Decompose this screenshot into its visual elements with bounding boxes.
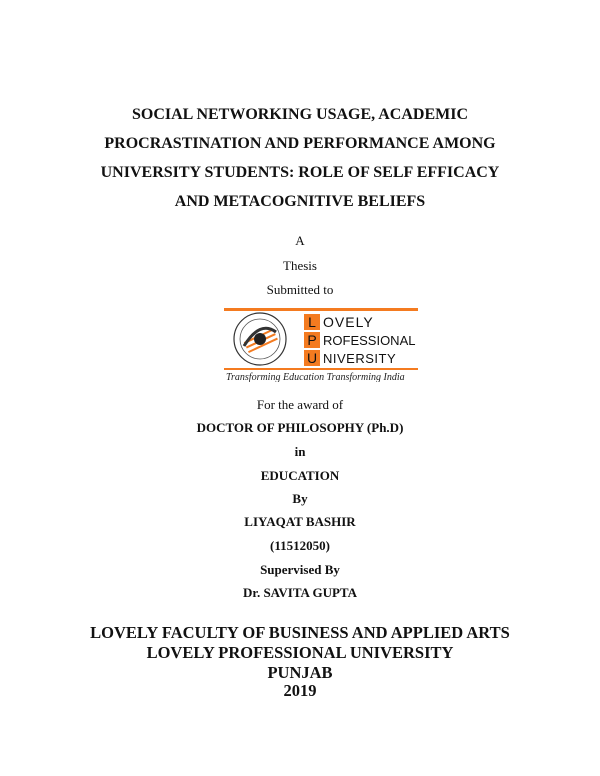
logo-word: NIVERSITY: [323, 351, 397, 366]
state-name: PUNJAB: [267, 663, 333, 682]
supervisor-name: Dr. SAVITA GUPTA: [242, 585, 358, 600]
university-name: LOVELY PROFESSIONAL UNIVERSITY: [146, 643, 454, 662]
year: 2019: [283, 681, 317, 700]
supervised-by-label: Supervised By: [260, 562, 340, 577]
lpu-logo-icon: [224, 308, 418, 382]
logo-word: ROFESSIONAL: [323, 333, 416, 348]
title-line: AND METACOGNITIVE BELIEFS: [174, 193, 426, 210]
university-logo: [224, 308, 418, 382]
title-line: PROCRASTINATION AND PERFORMANCE AMONG: [104, 135, 496, 152]
subject: EDUCATION: [260, 468, 340, 483]
award-intro: For the award of: [256, 397, 344, 412]
article-a: A: [295, 233, 305, 248]
logo-tagline: Transforming Education Transforming India: [226, 372, 405, 382]
logo-letter: L: [308, 314, 316, 330]
submitted-to: Submitted to: [266, 282, 334, 297]
logo-letter: U: [306, 350, 318, 366]
author-name: LIYAQAT BASHIR: [244, 514, 356, 529]
degree: DOCTOR OF PHILOSOPHY (Ph.D): [196, 420, 404, 435]
faculty-name: LOVELY FACULTY OF BUSINESS AND APPLIED ARTS: [90, 623, 510, 642]
logo-letter: P: [307, 332, 317, 348]
by-label: By: [292, 491, 308, 506]
in-label: in: [294, 444, 306, 459]
thesis-label: Thesis: [283, 258, 317, 273]
thesis-title: [0, 100, 600, 216]
logo-word: OVELY: [323, 314, 374, 330]
title-line: SOCIAL NETWORKING USAGE, ACADEMIC: [131, 106, 469, 123]
title-line: UNIVERSITY STUDENTS: ROLE OF SELF EFFICACY: [100, 164, 500, 181]
registration-number: (11512050): [270, 538, 330, 553]
